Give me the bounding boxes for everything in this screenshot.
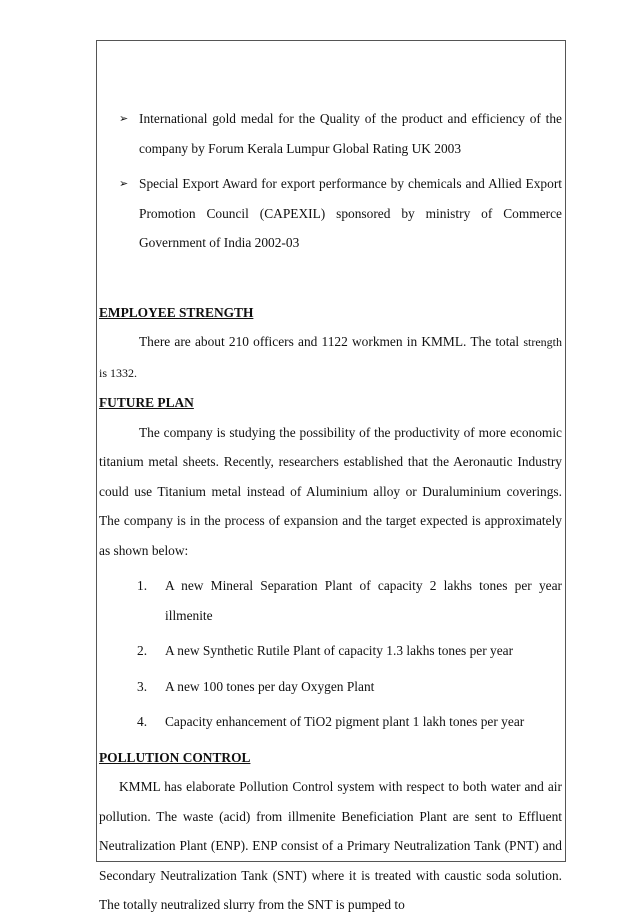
pollution-control-text: KMML has elaborate Pollution Control system with respect to both water and air pollution. The waste (acid) from illmenite Beneficiation Plant are sent to Effluent Neutralization Plant (ENP). ENP consist of a Primary Neutralization Tank (PNT) and Secondary Neutralization Tank (SNT) where it is treated with caustic soda solution. The totally neutralized slurry from the SNT is pumped to (99, 779, 562, 912)
achievement-list (99, 104, 562, 258)
plan-text: A new 100 tones per day Oxygen Plant (165, 678, 375, 694)
list-item (99, 104, 562, 163)
list-number: 2. (137, 643, 148, 658)
arrow-bullet-icon: ➢ (119, 177, 129, 190)
future-plan-heading: FUTURE PLAN (99, 395, 194, 410)
list-item (99, 672, 562, 702)
list-number: 1. (137, 578, 148, 593)
pollution-control-heading: POLLUTION CONTROL (99, 749, 251, 765)
plan-text: Capacity enhancement of TiO2 pigment plant 1 lakh tones per year (165, 714, 525, 729)
employee-strength-text (99, 327, 562, 388)
document-body (99, 104, 562, 920)
list-item (99, 571, 562, 630)
list-item (99, 707, 562, 737)
list-item (99, 636, 562, 666)
future-plan-list (99, 571, 562, 737)
list-number: 4. (137, 714, 148, 729)
employee-strength-main: There are about 210 officers and 1122 workmen in KMML. The total (139, 334, 520, 349)
employee-strength-tail: strength is 1332. (99, 335, 562, 380)
employee-strength-heading: EMPLOYEE STRENGTH (99, 304, 254, 320)
list-item (99, 169, 562, 258)
arrow-bullet-icon: ➢ (119, 112, 129, 125)
future-plan-text: The company is studying the possibility of the productivity of more economic titanium metal sheets. Recently, researchers established that the Aeronautic Industry could use Titanium metal instead of Aluminium alloy or Duraluminium coverings. The company is in the process of expansion and the target expected is approximately as shown below: (99, 424, 562, 558)
achievement-text: International gold medal for the Quality of the product and efficiency of the company by Forum Kerala Lumpur Global Rating UK 2003 (139, 111, 562, 156)
achievement-text: Special Export Award for export performance by chemicals and Allied Export Promotion Council (CAPEXIL) sponsored by ministry of Commerce Government of India 2002-03 (139, 176, 562, 250)
list-number: 3. (137, 678, 148, 694)
plan-text: A new Mineral Separation Plant of capacity 2 lakhs tones per year illmenite (165, 578, 562, 623)
plan-text: A new Synthetic Rutile Plant of capacity 1.3 lakhs tones per year (165, 643, 514, 658)
